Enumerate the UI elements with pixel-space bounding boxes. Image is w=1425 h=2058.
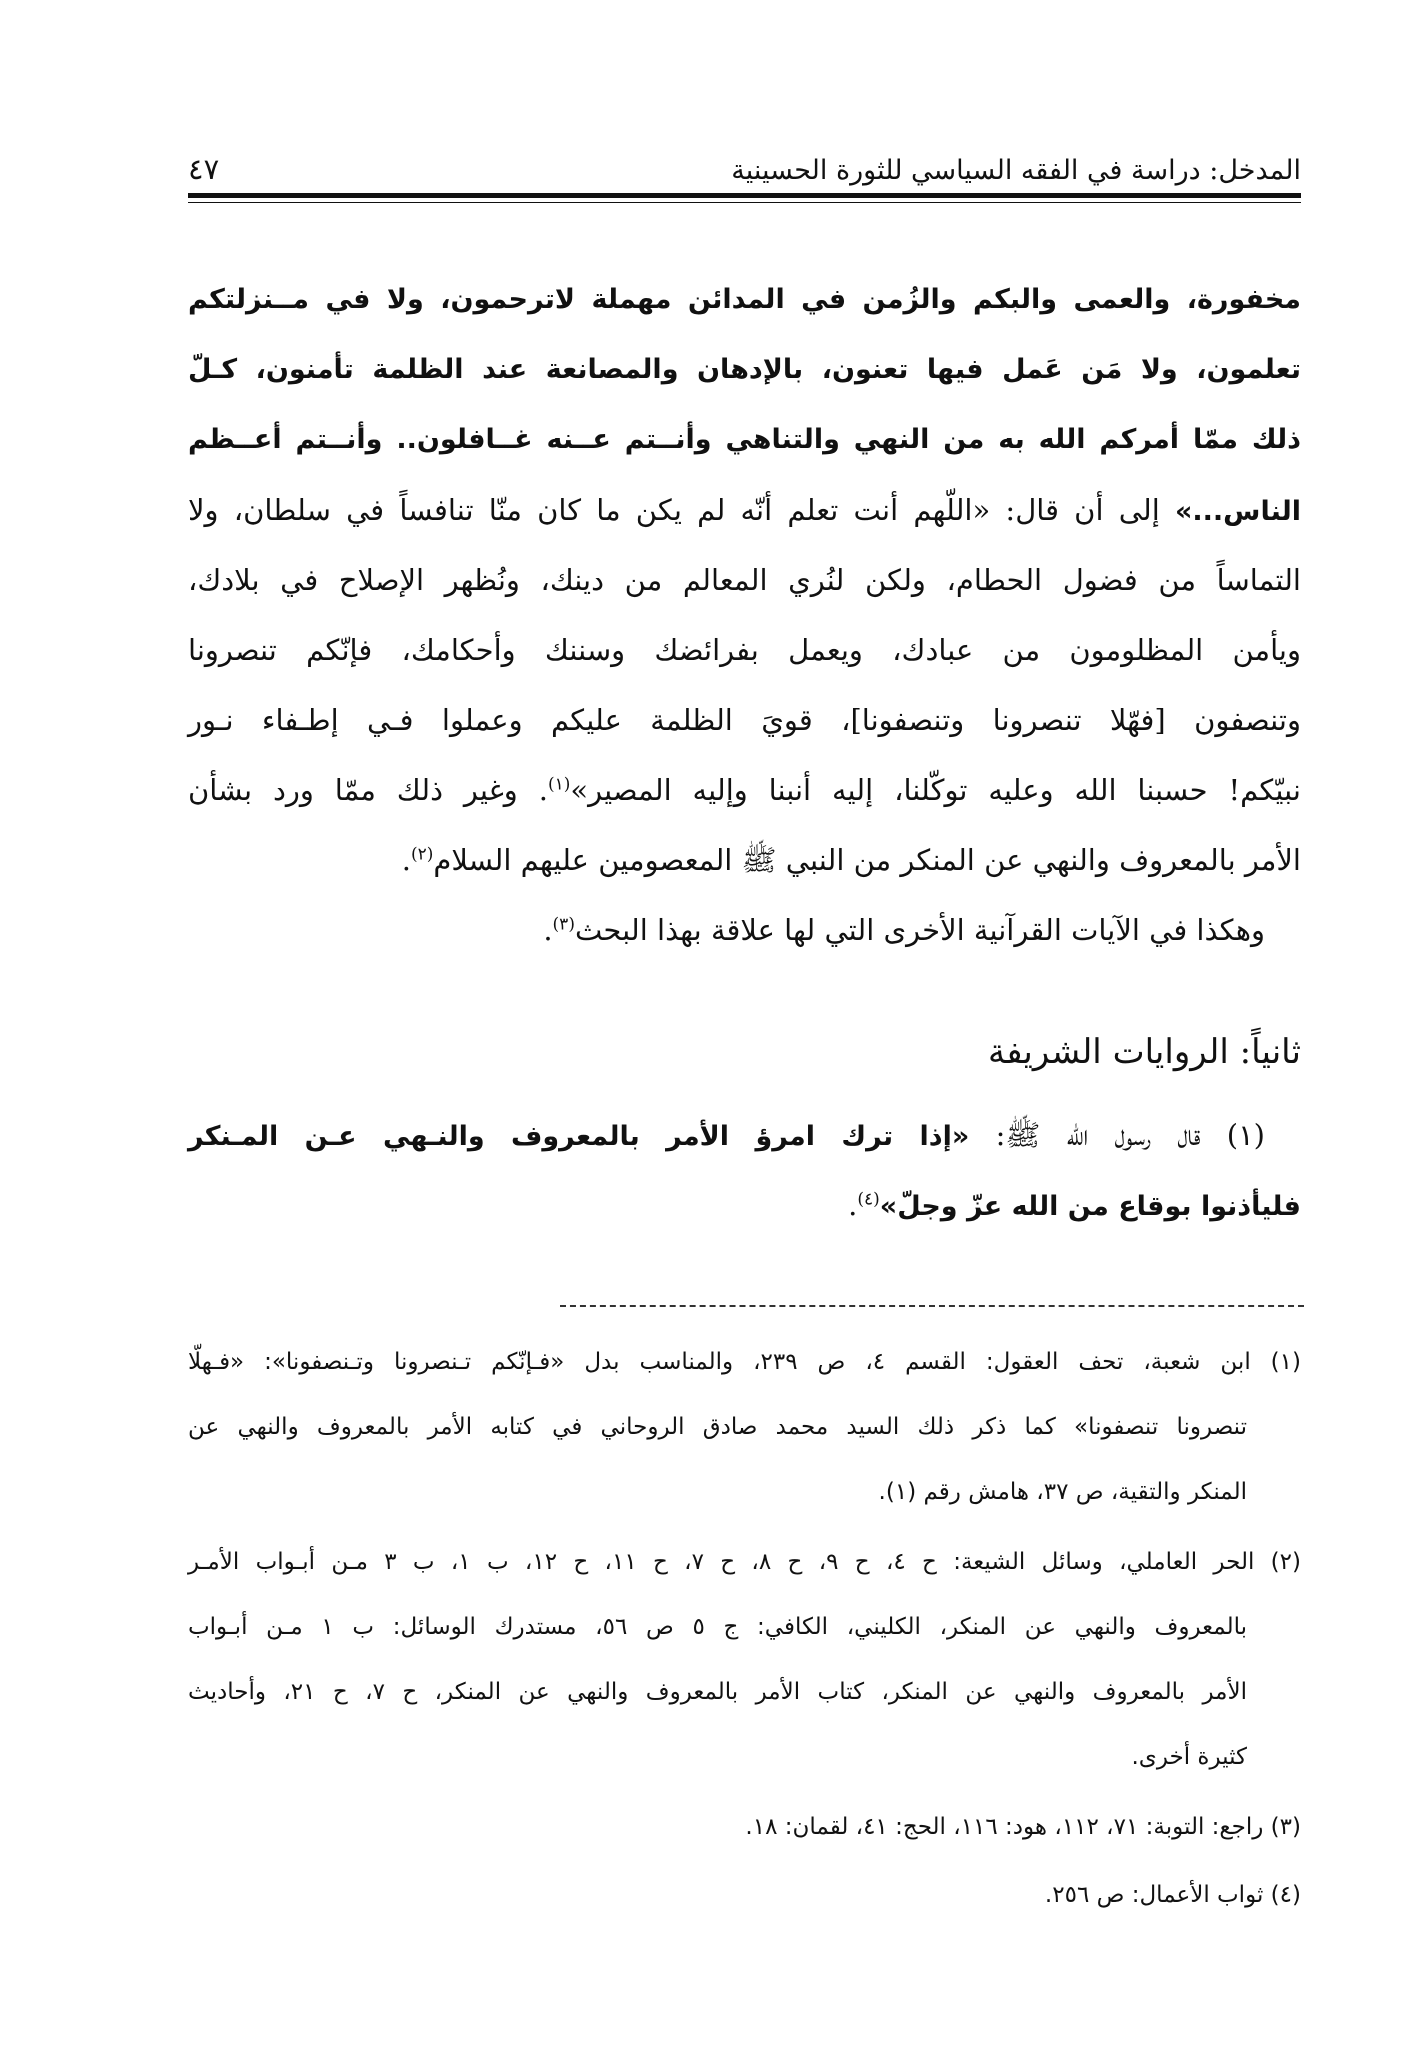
section-heading: ثانياً: الروايات الشريفة [987, 1032, 1301, 1072]
page-number: ٤٧ [188, 152, 220, 186]
body-line-7: وتنصفون [فهّلا تنصرونا وتنصفونا]، قويَ الظلمة عليكم وعملوا فـي إطـفاء نـور [188, 703, 1301, 737]
footnote-ref-3[interactable]: (٣) [552, 914, 575, 935]
narration-1-line-1 [188, 1115, 1265, 1157]
body-line-6: ويأمن المظلومون من عبادك، ويعمل بفرائضك وسننك وأحكامك، فإنّكم تنصرونا [188, 633, 1301, 667]
body-line-8 [188, 770, 1301, 810]
narration-1-quote-end: فليأذنوا بوقاع من الله عزّ وجلّ» [879, 1191, 1301, 1222]
body-line-1: مخفورة، والعمى والبكم والزُمن في المدائن مهملة لاترحمون، ولا في مــنزلتكم [188, 284, 1301, 315]
body-line-9-period: . [401, 843, 411, 877]
footnote-ref-4[interactable]: (٤) [857, 1189, 880, 1210]
body-line-9-text: الأمر بالمعروف والنهي عن المنكر من النبي ﷺ المعصومين عليهم السلام [433, 843, 1301, 877]
quote-continuation: إلى أن قال: «اللّهم أنت تعلم أنّه لم يكن ما كان منّا تنافساً في سلطان، ولا [188, 493, 1175, 527]
footnote-1-line-3: المنكر والتقية، ص ٣٧، هامش رقم (١). [878, 1479, 1247, 1505]
narration-1-line-2 [188, 1185, 1301, 1227]
body-line-4 [188, 490, 1301, 532]
footnote-2-line-1: (٢) الحر العاملي، وسائل الشيعة: ح ٤، ح ٩، ح ٨، ح ٧، ح ١١، ح ١٢، ب ١، ب ٣ مـن أبـواب الأمـر [188, 1549, 1301, 1575]
body-line-8-tail: . وغير ذلك ممّا ورد بشأن [188, 773, 548, 807]
narration-1-intro: (١) قال رسول الله ﷺ: [969, 1118, 1265, 1152]
footnote-separator [560, 1305, 1304, 1307]
footnote-1-line-1: (١) ابن شعبة، تحف العقول: القسم ٤، ص ٢٣٩، والمناسب بدل «فـإنّكم تـنصرونا وتـنصفونا»: «فـهلّا [188, 1349, 1301, 1375]
body-line-3: ذلك ممّا أمركم الله به من النهي والتناهي وأنــتم عــنه غــافلون.. وأنــتم أعــظم [188, 424, 1301, 455]
body-line-8-text: نبيّكم! حسبنا الله وعليه توكّلنا، إليه أنبنا وإليه المصير» [570, 773, 1301, 807]
running-title: المدخل: دراسة في الفقه السياسي للثورة الحسينية [731, 155, 1301, 186]
page-header [188, 138, 1301, 186]
header-rule-thick [188, 193, 1301, 198]
footnote-2-line-2: بالمعروف والنهي عن المنكر، الكليني، الكافي: ج ٥ ص ٥٦، مستدرك الوسائل: ب ١ مـن أبـواب [188, 1614, 1247, 1640]
quote-end-bold: الناس...» [1174, 496, 1301, 527]
footnote-1-line-2: تنصرونا تنصفونا» كما ذكر ذلك السيد محمد صادق الروحاني في كتابه الأمر بالمعروف والنهي عن [188, 1414, 1247, 1440]
body-line-9 [188, 840, 1301, 880]
footnote-ref-2[interactable]: (٢) [411, 844, 434, 865]
body-line-5: التماساً من فضول الحطام، ولكن لنُري المعالم من دينك، ونُظهر الإصلاح في بلادك، [188, 563, 1301, 597]
footnote-ref-1[interactable]: (١) [547, 774, 571, 795]
body-line-10-period: . [543, 913, 553, 947]
narration-1-quote: «إذا ترك امرؤ الأمر بالمعروف والنـهي عـن المـنكر [188, 1121, 970, 1152]
footnote-4: (٤) ثواب الأعمال: ص ٢٥٦. [1044, 1882, 1301, 1908]
footnote-3: (٣) راجع: التوبة: ٧١، ١١٢، هود: ١١٦، الحج: ٤١، لقمان: ١٨. [745, 1814, 1301, 1840]
footnote-2-line-4: كثيرة أخرى. [1131, 1744, 1247, 1770]
body-line-2: تعلمون، ولا مَن عَمل فيها تعنون، بالإدهان والمصانعة عند الظلمة تأمنون، كـلّ [188, 354, 1301, 385]
body-line-10 [188, 910, 1265, 950]
header-rule-thin [188, 202, 1301, 203]
body-line-10-text: وهكذا في الآيات القرآنية الأخرى التي لها علاقة بهذا البحث [574, 913, 1265, 947]
footnote-2-line-3: الأمر بالمعروف والنهي عن المنكر، كتاب الأمر بالمعروف والنهي عن المنكر، ح ٧، ح ٢١، وأحاديث [188, 1679, 1247, 1705]
narration-1-period: . [848, 1188, 858, 1222]
